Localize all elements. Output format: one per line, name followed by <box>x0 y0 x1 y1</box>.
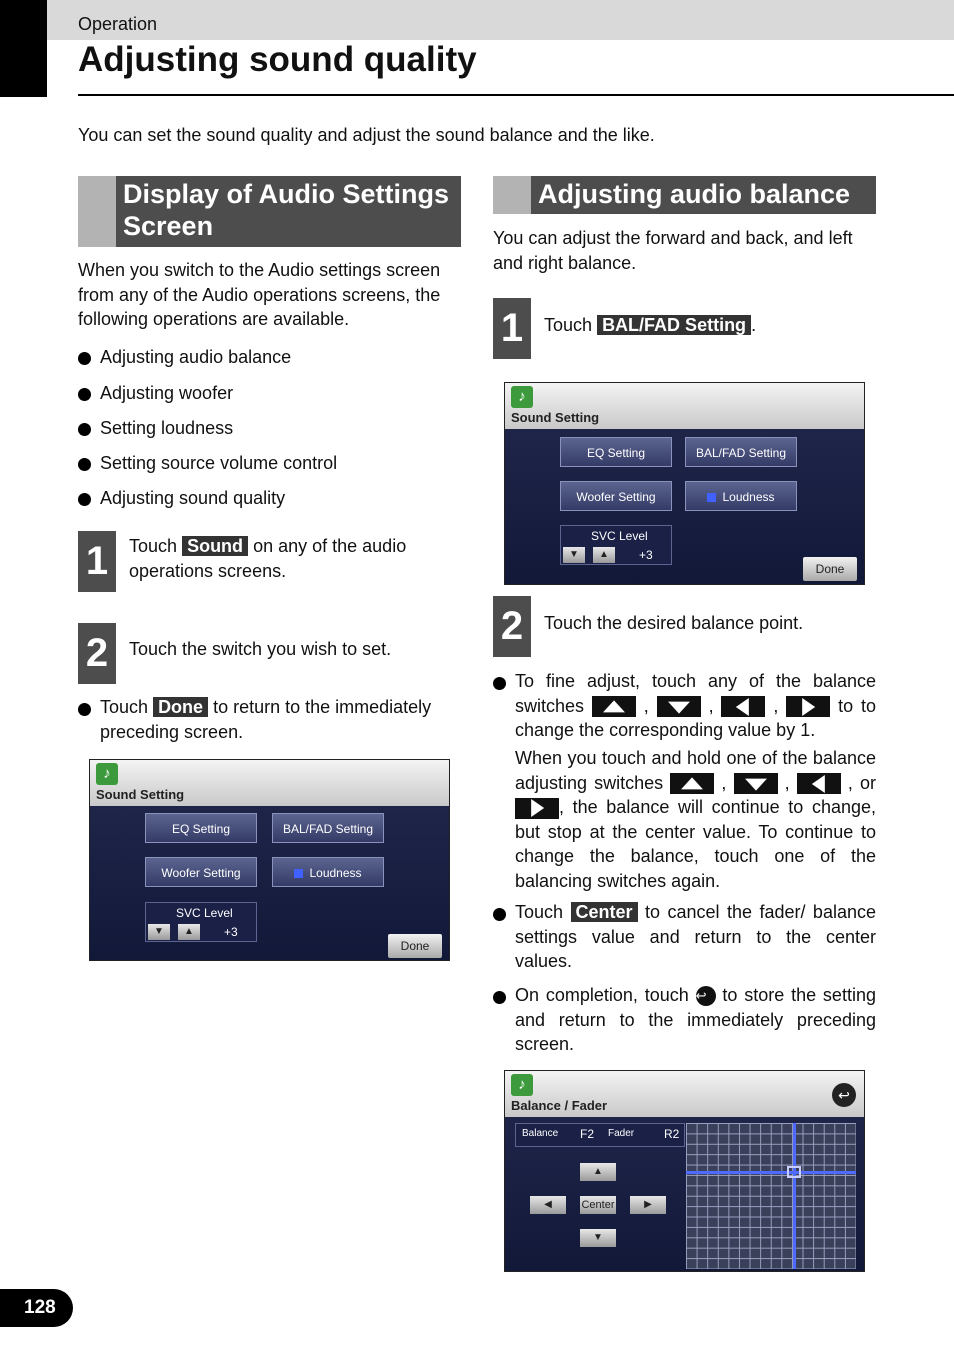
down-arrow-icon <box>734 773 778 794</box>
center-button[interactable]: Center <box>580 1196 616 1214</box>
svc-up-button[interactable]: ▲ <box>593 547 615 563</box>
list-item: Adjusting audio balance <box>78 349 458 369</box>
screen-title: Balance / Fader <box>511 1098 608 1113</box>
return-icon[interactable]: ↩ <box>832 1083 856 1107</box>
intro-text: You can set the sound quality and adjust the sound balance and the like. <box>78 125 655 145</box>
section-label: Operation <box>78 14 158 34</box>
up-arrow-icon <box>592 696 636 717</box>
eq-setting-button[interactable]: EQ Setting <box>145 813 257 843</box>
sound-setting-screenshot <box>89 759 450 961</box>
return-icon: ↩ <box>696 986 716 1006</box>
balance-vertical-line <box>793 1123 796 1269</box>
svc-level-box: SVC Level ▼ ▲ +3 <box>560 525 672 565</box>
screen-title: Sound Setting <box>96 787 185 802</box>
done-button[interactable]: Done <box>388 934 442 958</box>
bal-fad-setting-button[interactable]: BAL/FAD Setting <box>272 813 384 843</box>
step-text: Touch the desired balance point. <box>544 613 804 633</box>
step-number: 1 <box>493 298 531 359</box>
balance-left-button[interactable]: ◀ <box>530 1196 566 1214</box>
page-number: 128 <box>0 1289 73 1327</box>
svc-up-button[interactable]: ▲ <box>178 924 200 940</box>
balance-grid[interactable] <box>686 1123 856 1269</box>
center-chip: Center <box>571 902 638 922</box>
sound-chip: Sound <box>182 536 248 556</box>
right-paragraph: You can adjust the forward and back, and left and right balance. <box>493 228 853 273</box>
note-item: On completion, touch ↩ to store the setting and return to the immediately preceding screen. <box>493 988 878 1058</box>
note-item: Touch Done to return to the immediately preceding screen. <box>78 700 463 750</box>
done-button[interactable]: Done <box>803 557 857 581</box>
left-heading: Display of Audio Settings Screen <box>78 176 461 247</box>
music-note-icon: ♪ <box>511 386 533 408</box>
balance-right-button[interactable]: ▶ <box>630 1196 666 1214</box>
note-item: To fine adjust, touch any of the balance switches , , , to to change the corresponding value by 1. When you touch and hold one of the balance adjusting switches , , , or , the balance will continue to change, but stop at the center value. To continue to change the balance, touch one of the balancing switches again. <box>493 674 878 889</box>
right-arrow-icon <box>515 798 559 819</box>
list-item: Adjusting sound quality <box>78 490 458 510</box>
loudness-button[interactable]: Loudness <box>685 481 797 511</box>
down-arrow-icon <box>657 696 701 717</box>
step-text: Touch BAL/FAD Setting . <box>544 315 757 335</box>
right-heading: Adjusting audio balance <box>493 176 876 214</box>
step-number: 1 <box>78 531 116 592</box>
step-text: Touch Sound on any of the audio operations screens. <box>129 536 407 581</box>
title-rule <box>78 94 954 96</box>
music-note-icon: ♪ <box>511 1074 533 1096</box>
chapter-tab <box>0 0 47 97</box>
svc-level-box: SVC Level ▼ ▲ +3 <box>145 902 257 942</box>
balance-readout: Balance F2 Fader R2 <box>515 1123 685 1147</box>
note-item: Touch Center to cancel the fader/ balance settings value and return to the center values. <box>493 905 878 975</box>
sound-setting-screenshot-2 <box>504 382 865 585</box>
svc-down-button[interactable]: ▼ <box>563 547 585 563</box>
music-note-icon: ♪ <box>96 763 118 785</box>
list-item: Setting source volume control <box>78 455 458 475</box>
step-number: 2 <box>493 596 531 657</box>
checkbox-icon <box>294 869 303 878</box>
eq-setting-button[interactable]: EQ Setting <box>560 437 672 467</box>
list-item: Adjusting woofer <box>78 385 458 405</box>
woofer-setting-button[interactable]: Woofer Setting <box>560 481 672 511</box>
left-arrow-icon <box>797 773 841 794</box>
screen-title: Sound Setting <box>511 410 600 425</box>
balance-point-marker <box>787 1166 801 1178</box>
list-item: Setting loudness <box>78 420 458 440</box>
right-arrow-icon <box>786 696 830 717</box>
left-paragraph: When you switch to the Audio settings screen from any of the Audio operations screens, the following operations are available. <box>78 260 441 329</box>
svc-down-button[interactable]: ▼ <box>148 924 170 940</box>
bal-fad-setting-button[interactable]: BAL/FAD Setting <box>685 437 797 467</box>
fader-up-button[interactable]: ▲ <box>580 1163 616 1181</box>
bal-fad-chip: BAL/FAD Setting <box>597 315 751 335</box>
up-arrow-icon <box>670 773 714 794</box>
step-text: Touch the switch you wish to set. <box>129 639 392 659</box>
fader-horizontal-line <box>686 1171 856 1174</box>
left-arrow-icon <box>721 696 765 717</box>
loudness-button[interactable]: Loudness <box>272 857 384 887</box>
woofer-setting-button[interactable]: Woofer Setting <box>145 857 257 887</box>
checkbox-icon <box>707 493 716 502</box>
step-number: 2 <box>78 623 116 684</box>
page-title: Adjusting sound quality <box>78 40 477 79</box>
fader-down-button[interactable]: ▼ <box>580 1229 616 1247</box>
done-chip: Done <box>153 697 208 717</box>
balance-fader-screenshot <box>504 1070 865 1272</box>
